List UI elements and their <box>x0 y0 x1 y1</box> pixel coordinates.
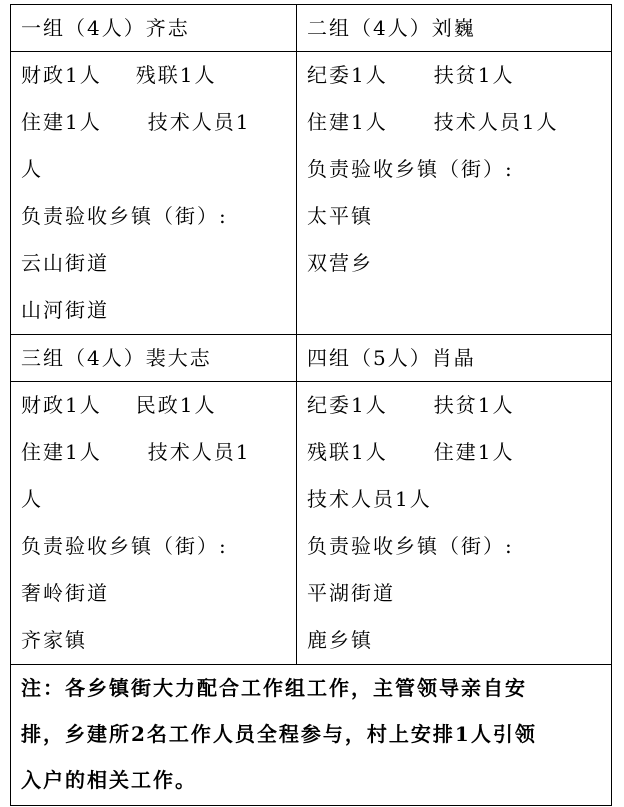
group-2-title: 二组（4人）刘巍 <box>297 5 612 52</box>
table-row <box>11 335 612 382</box>
list-item: 人 <box>21 487 43 511</box>
list-item: 残联1人 住建1人 <box>307 440 515 464</box>
group-assignment-table <box>10 4 612 806</box>
list-item: 人 <box>21 157 43 181</box>
list-item: 财政1人 残联1人 <box>21 63 217 87</box>
list-item: 鹿乡镇 <box>307 628 373 652</box>
list-item: 负责验收乡镇（街）: <box>21 204 228 228</box>
list-item: 平湖街道 <box>307 581 395 605</box>
list-item: 住建1人 技术人员1人 <box>307 110 559 134</box>
group-1-title: 一组（4人）齐志 <box>11 5 297 52</box>
list-item: 住建1人 技术人员1 <box>21 440 251 464</box>
table-row <box>11 5 612 52</box>
list-item: 双营乡 <box>307 251 373 275</box>
group-3-title: 三组（4人）裴大志 <box>11 335 297 382</box>
list-item: 山河街道 <box>21 298 109 322</box>
group-2-details <box>297 52 612 335</box>
list-item: 纪委1人 扶贫1人 <box>307 63 515 87</box>
list-item: 太平镇 <box>307 204 373 228</box>
group-1-details <box>11 52 297 335</box>
list-item: 负责验收乡镇（街）: <box>307 534 514 558</box>
list-item: 奢岭街道 <box>21 581 109 605</box>
list-item: 财政1人 民政1人 <box>21 393 217 417</box>
note-line: 排，乡建所2名工作人员全程参与，村上安排1人引领 <box>21 722 537 746</box>
list-item: 齐家镇 <box>21 628 87 652</box>
list-item: 技术人员1人 <box>307 487 432 511</box>
group-3-details <box>11 382 297 665</box>
group-4-title: 四组（5人）肖晶 <box>297 335 612 382</box>
table-row <box>11 665 612 806</box>
table-row <box>11 382 612 665</box>
note-line: 注：各乡镇街大力配合工作组工作，主管领导亲自安 <box>21 676 527 700</box>
list-item: 住建1人 技术人员1 <box>21 110 251 134</box>
note-cell <box>11 665 612 806</box>
list-item: 负责验收乡镇（街）: <box>21 534 228 558</box>
list-item: 纪委1人 扶贫1人 <box>307 393 515 417</box>
group-4-details <box>297 382 612 665</box>
note-line: 入户的相关工作。 <box>21 768 197 792</box>
list-item: 云山街道 <box>21 251 109 275</box>
table-row <box>11 52 612 335</box>
list-item: 负责验收乡镇（街）: <box>307 157 514 181</box>
